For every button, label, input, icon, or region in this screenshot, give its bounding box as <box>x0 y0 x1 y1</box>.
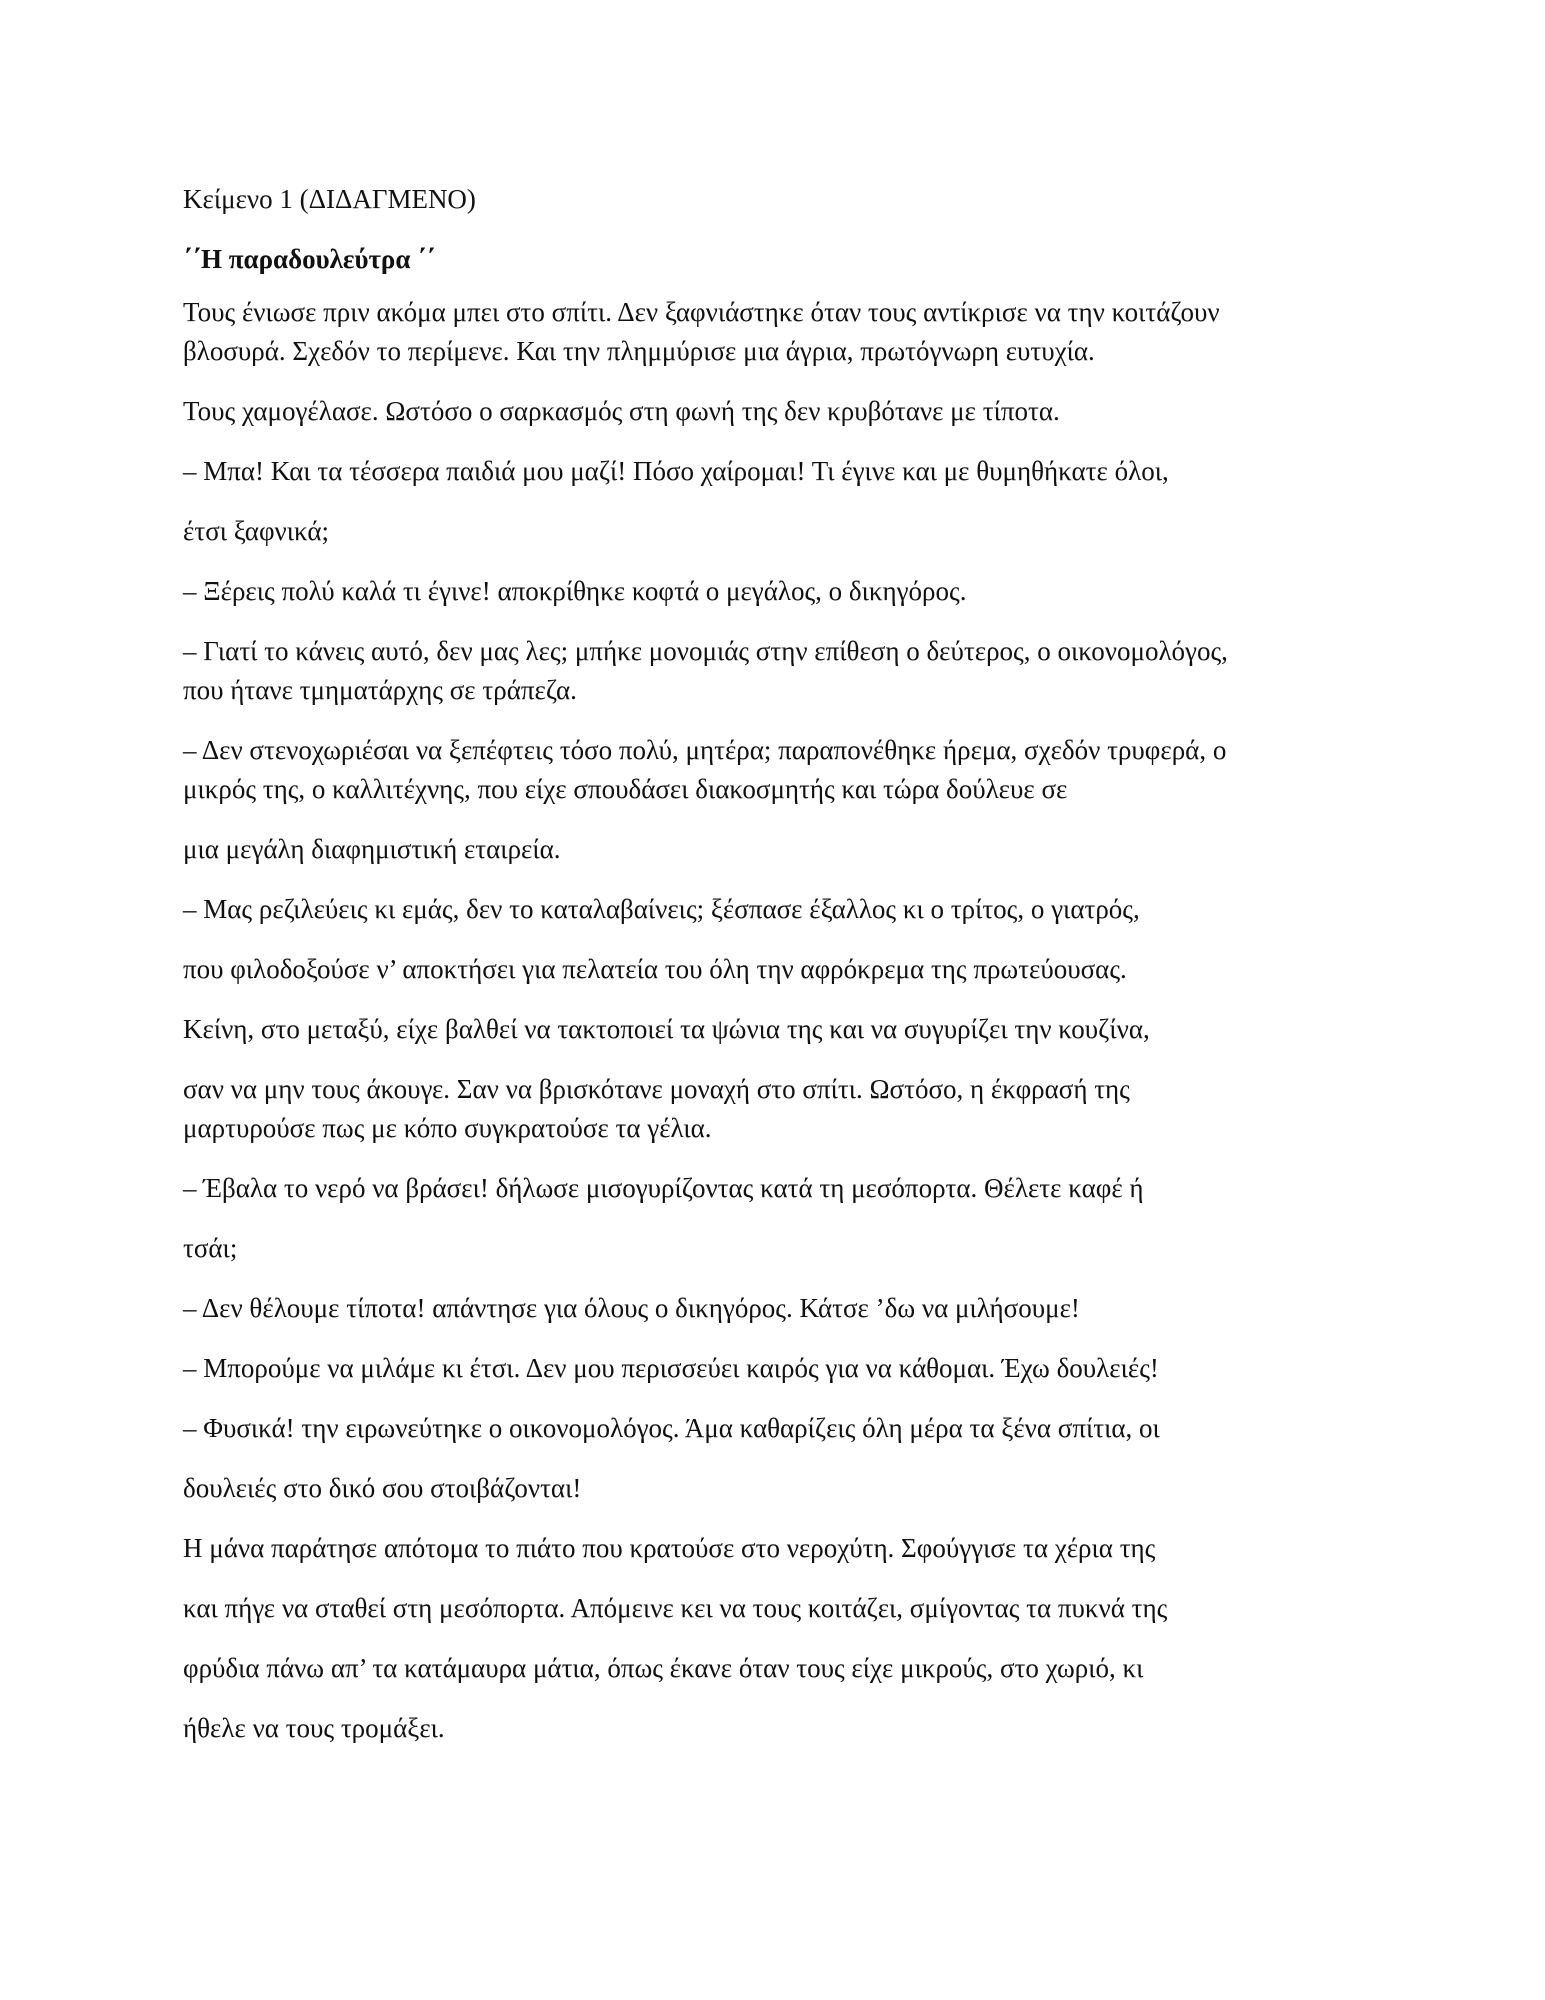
text-line: – Δεν θέλουμε τίποτα! απάντησε για όλους ο δικηγόρος. Κάτσε ’δω να μιλήσουμε! <box>183 1293 1080 1323</box>
text-line: μια μεγάλη διαφημιστική εταιρεία. <box>183 834 561 864</box>
text-line: – Έβαλα το νερό να βράσει! δήλωσε μισογυρίζοντας κατά τη μεσόπορτα. Θέλετε καφέ ή <box>183 1173 1144 1203</box>
text-line: – Φυσικά! την ειρωνεύτηκε ο οικονομολόγος. Άμα καθαρίζεις όλη μέρα τα ξένα σπίτια, οι <box>183 1413 1160 1443</box>
text-line: φρύδια πάνω απ’ τα κατάμαυρα μάτια, όπως έκανε όταν τους είχε μικρούς, στο χωριό, κι <box>183 1653 1144 1683</box>
text-line: βλοσυρά. Σχεδόν το περίμενε. Και την πλημμύρισε μια άγρια, πρωτόγνωρη ευτυχία. <box>183 336 1095 366</box>
text-line: και πήγε να σταθεί στη μεσόπορτα. Απόμεινε κει να τους κοιτάζει, σμίγοντας τα πυκνά της <box>183 1593 1168 1623</box>
text-line: που φιλοδοξούσε ν’ αποκτήσει για πελατεία του όλη την αφρόκρεμα της πρωτεύουσας. <box>183 954 1127 984</box>
text-line: μικρός της, ο καλλιτέχνης, που είχε σπουδάσει διακοσμητής και τώρα δούλευε σε <box>183 774 1068 804</box>
text-line: σαν να μην τους άκουγε. Σαν να βρισκότανε μοναχή στο σπίτι. Ωστόσο, η έκφρασή της <box>183 1074 1130 1104</box>
text-line: – Μπορούμε να μιλάμε κι έτσι. Δεν μου περισσεύει καιρός για να κάθομαι. Έχω δουλειές! <box>183 1353 1159 1383</box>
text-line: έτσι ξαφνικά; <box>183 516 330 546</box>
text-line: – Γιατί το κάνεις αυτό, δεν μας λες; μπήκε μονομιάς στην επίθεση ο δεύτερος, ο οικονομολόγος, <box>183 636 1228 666</box>
text-line: Η μάνα παράτησε απότομα το πιάτο που κρατούσε στο νεροχύτη. Σφούγγισε τα χέρια της <box>183 1533 1156 1563</box>
text-line: – Μπα! Και τα τέσσερα παιδιά μου μαζί! Πόσο χαίρομαι! Τι έγινε και με θυμηθήκατε όλοι, <box>183 456 1169 486</box>
text-line: ήθελε να τους τρομάξει. <box>183 1713 445 1743</box>
text-line: που ήτανε τμηματάρχης σε τράπεζα. <box>183 675 577 705</box>
text-line: τσάι; <box>183 1233 238 1263</box>
text-line: δουλειές στο δικό σου στοιβάζονται! <box>183 1473 582 1503</box>
text-line: – Ξέρεις πολύ καλά τι έγινε! αποκρίθηκε κοφτά ο μεγάλος, ο δικηγόρος. <box>183 576 967 606</box>
document-heading: Κείμενο 1 (ΔΙΔΑΓΜΕΝΟ) <box>183 184 476 214</box>
text-line: Τους ένιωσε πριν ακόμα μπει στο σπίτι. Δεν ξαφνιάστηκε όταν τους αντίκρισε να την κοιτάζουν <box>183 297 1220 327</box>
text-line: – Δεν στενοχωριέσαι να ξεπέφτεις τόσο πολύ, μητέρα; παραπονέθηκε ήρεμα, σχεδόν τρυφερά, ο <box>183 735 1227 765</box>
document-title: ΄΄Η παραδουλεύτρα ΄΄ <box>183 244 436 274</box>
text-line: Κείνη, στο μεταξύ, είχε βαλθεί να τακτοποιεί τα ψώνια της και να συγυρίζει την κουζίνα, <box>183 1014 1150 1044</box>
text-line: – Μας ρεζιλεύεις κι εμάς, δεν το καταλαβαίνεις; ξέσπασε έξαλλος κι ο τρίτος, ο γιατρός, <box>183 894 1140 924</box>
text-line: μαρτυρούσε πως με κόπο συγκρατούσε τα γέλια. <box>183 1113 712 1143</box>
text-line: Τους χαμογέλασε. Ωστόσο ο σαρκασμός στη φωνή της δεν κρυβότανε με τίποτα. <box>183 396 1060 426</box>
